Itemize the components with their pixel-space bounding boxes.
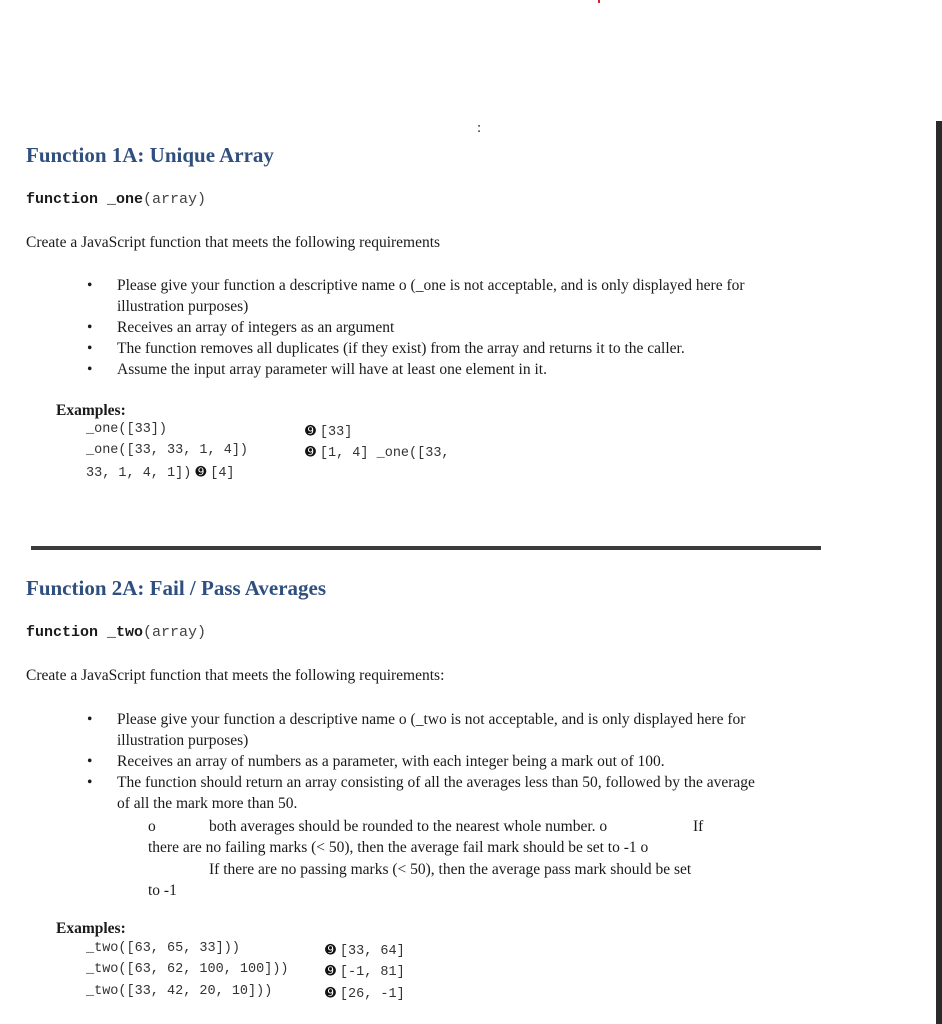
example-call: _two([63, 62, 100, 100])) xyxy=(86,962,289,977)
requirement-item xyxy=(87,359,827,380)
requirement-text-cont: illustration purposes) xyxy=(117,732,249,749)
example-result-row xyxy=(305,422,352,440)
sub-marker: o xyxy=(148,818,156,835)
requirement-item xyxy=(87,275,827,317)
example-result-row xyxy=(86,463,235,481)
example-call: _one([33, 33, 1, 4]) xyxy=(86,443,249,458)
requirement-item xyxy=(87,751,827,772)
requirement-text-cont: illustration purposes) xyxy=(117,298,249,315)
example-call: _one([33]) xyxy=(86,422,168,437)
sig-args: (array) xyxy=(143,624,207,641)
sig-function-name: _two xyxy=(107,624,144,641)
bullet: • xyxy=(87,753,93,770)
example-result: [26, -1] xyxy=(339,987,405,1002)
example-call: 33, 1, 4, 1]) xyxy=(86,466,192,481)
sub-point-text: there are no failing marks (< 50), then the average fail mark should be set to -1 o xyxy=(148,839,649,856)
right-edge-bar xyxy=(936,121,942,1024)
requirement-text: Please give your function a descriptive name o (_one is not acceptable, and is only displayed here for xyxy=(117,277,745,294)
arrow-icon: ➒ xyxy=(325,943,336,958)
section1-title: Function 1A: Unique Array xyxy=(26,143,274,167)
section1-requirements xyxy=(87,275,827,380)
requirement-text: Receives an array of numbers as a parameter, with each integer being a mark out of 100. xyxy=(117,753,665,770)
example-call: _two([33, 42, 20, 10])) xyxy=(86,984,273,999)
bullet: • xyxy=(87,277,93,294)
sub-point-if: If xyxy=(693,818,704,835)
arrow-icon: ➒ xyxy=(325,986,336,1001)
example-result: [4] xyxy=(210,466,235,481)
requirement-text: The function removes all duplicates (if they exist) from the array and returns it to the caller. xyxy=(117,340,685,357)
example-call: _two([63, 65, 33])) xyxy=(86,941,240,956)
example-result-row xyxy=(305,443,450,461)
requirement-text: Receives an array of integers as an argument xyxy=(117,319,395,336)
example-result: [33] xyxy=(319,425,353,440)
sub-point-text: both averages should be rounded to the nearest whole number. o xyxy=(209,818,608,835)
requirement-item xyxy=(87,772,827,814)
sig-args: (array) xyxy=(143,191,207,208)
bullet: • xyxy=(87,774,93,791)
colon-artifact: : xyxy=(477,120,482,136)
section1-intro: Create a JavaScript function that meets the following requirements xyxy=(26,234,441,251)
sig-function-name: _one xyxy=(107,191,144,208)
arrow-icon: ➒ xyxy=(305,445,316,460)
section2-intro: Create a JavaScript function that meets the following requirements: xyxy=(26,667,445,684)
example-result-row xyxy=(325,962,405,980)
section2-title: Function 2A: Fail / Pass Averages xyxy=(26,576,327,600)
section2-requirements xyxy=(87,709,827,814)
arrow-icon: ➒ xyxy=(325,964,336,979)
example-result: [33, 64] xyxy=(339,944,405,959)
bullet: • xyxy=(87,340,93,357)
section1-examples-label: Examples: xyxy=(56,402,126,419)
example-result-row xyxy=(325,984,405,1002)
example-result-row xyxy=(325,941,405,959)
sub-point-text: If there are no passing marks (< 50), then the average pass mark should be set xyxy=(209,861,692,878)
requirement-item xyxy=(87,338,827,359)
bullet: • xyxy=(87,711,93,728)
sig-keyword: function xyxy=(26,191,99,208)
sub-point-text-cont: to -1 xyxy=(148,882,177,899)
bullet: • xyxy=(87,361,93,378)
bullet: • xyxy=(87,319,93,336)
requirement-item xyxy=(87,317,827,338)
section2-signature xyxy=(26,624,206,641)
requirement-text: Assume the input array parameter will have at least one element in it. xyxy=(117,361,547,378)
requirement-text: The function should return an array consisting of all the averages less than 50, followed by the average xyxy=(117,774,755,791)
requirement-item xyxy=(87,709,827,751)
arrow-icon: ➒ xyxy=(305,424,316,439)
arrow-icon: ➒ xyxy=(195,465,207,480)
example-result: [-1, 81] xyxy=(339,965,405,980)
requirement-text: Please give your function a descriptive name o (_two is not acceptable, and is only displayed here for xyxy=(117,711,746,728)
section1-signature xyxy=(26,191,206,208)
section-divider xyxy=(31,546,821,550)
requirement-text-cont: of all the mark more than 50. xyxy=(117,795,298,812)
section2-examples-label: Examples: xyxy=(56,920,126,937)
sig-keyword: function xyxy=(26,624,99,641)
red-dot-artifact xyxy=(598,0,600,3)
example-result: [1, 4] _one([33, xyxy=(319,446,450,461)
